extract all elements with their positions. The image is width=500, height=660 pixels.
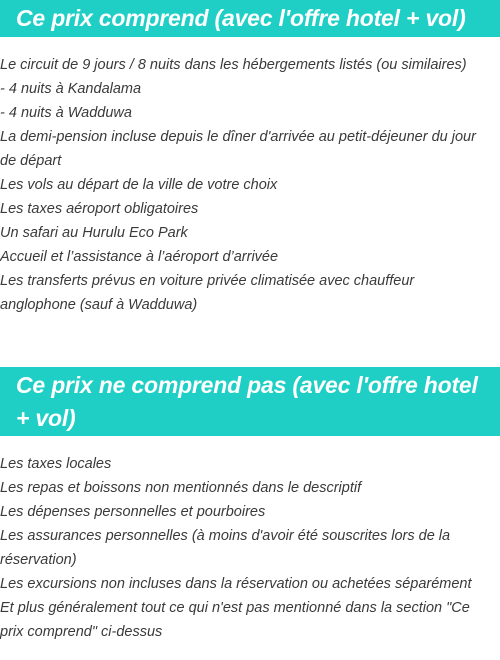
included-item: Un safari au Hurulu Eco Park <box>0 225 188 241</box>
included-item: Les transferts prévus en voiture privée climatisée avec chauffeur anglophone (sauf à Wadduwa) <box>0 273 415 313</box>
included-item: La demi-pension incluse depuis le dîner d'arrivée au petit-déjeuner du jour de départ <box>0 129 476 169</box>
excluded-item: Les assurances personnelles (à moins d'avoir été souscrites lors de la réservation) <box>0 528 451 568</box>
included-section-title: Ce prix comprend (avec l'offre hotel + vol) <box>0 0 500 37</box>
included-item: Accueil et l’assistance à l’aéroport d’arrivée <box>0 249 279 265</box>
included-item: - 4 nuits à Wadduwa <box>0 105 132 121</box>
excluded-list <box>0 452 494 644</box>
included-list <box>0 53 494 317</box>
excluded-item: Les repas et boissons non mentionnés dans le descriptif <box>0 480 362 496</box>
excluded-section-title: Ce prix ne comprend pas (avec l'offre hotel + vol) <box>0 367 500 436</box>
included-item: Les vols au départ de la ville de votre choix <box>0 177 278 193</box>
excluded-item: Les excursions non incluses dans la réservation ou achetées séparément <box>0 576 472 592</box>
included-item: - 4 nuits à Kandalama <box>0 81 142 97</box>
included-item: Les taxes aéroport obligatoires <box>0 201 199 217</box>
excluded-item: Et plus généralement tout ce qui n'est pas mentionné dans la section "Ce prix comprend" ci-dessus <box>0 600 470 640</box>
excluded-item: Les taxes locales <box>0 456 112 472</box>
excluded-item: Les dépenses personnelles et pourboires <box>0 504 266 520</box>
included-item: Le circuit de 9 jours / 8 nuits dans les hébergements listés (ou similaires) <box>0 57 467 73</box>
